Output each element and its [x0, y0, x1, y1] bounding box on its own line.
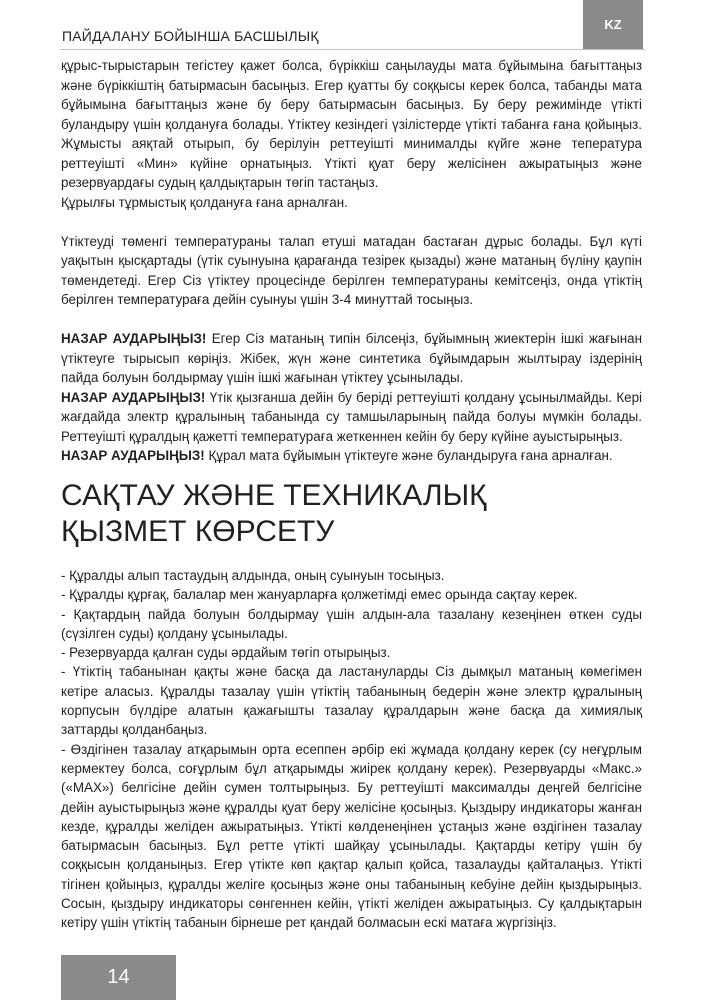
page-number-badge: 14 — [61, 955, 176, 1000]
paragraph-gap — [61, 212, 642, 232]
list-item: - Құралды құрғақ, балалар мен жануарларға қолжетімді емес орында сақтау керек. — [61, 587, 578, 603]
language-badge: KZ — [583, 0, 643, 49]
maintenance-list — [61, 566, 642, 933]
list-item: - Үтіктің табанынан қақты және басқа да ластануларды Сіз дымқыл матаның көмегімен кетіре аласыз. Құралды тазалау үшін үтіктің табанының бедерін және электр құралының корпусын бүлдіре алатын қажағышты тазалау құралдарын және басқа да химиялық заттарды қолданбаңыз. — [61, 664, 642, 738]
warning-label: НАЗАР АУДАРЫҢЫЗ! — [61, 331, 207, 346]
list-item: - Өздігінен тазалау атқарымын орта есеппен әрбір екі жұмада қолдану керек (су неғұрлым кермектеу болса, соғұрлым бұл атқарымды жиірек қолдану керек). Резервуарды «Макс.» («MAX») белгісіне дейін сумен толтырыңыз. Бу реттеуішті максималды деңгей белгісіне дейін ауыстырыңыз және құралды қуат беру желісіне қосыңыз. Қыздыру индикаторы жанған кезде, құралды желіден ажыратыңыз. Үтікті көлденеңінен ұстаңыз және өздігінен тазалау батырмасын басыңыз. Бұл ретте үтікті шайқау ұсынылады. Қақтарды кетіру үшін бу соққысын қолданыңыз. Егер үтікте көп қақтар қалып қойса, тазалауды қайталаңыз. Үтікті тігінен қойыңыз, құралды желіге қосыңыз және оны табанының кебуіне дейін қыздырыңыз. Сосын, қыздыру индикаторы сөнгеннен кейін, үтікті желіден ажыратыңыз. Су қалдықтарын кетіру үшін үтіктің табанын бірнеше рет қандай болмасын ескі матаға жүргізіңіз. — [61, 741, 642, 931]
warning-label: НАЗАР АУДАРЫҢЫЗ! — [61, 448, 205, 463]
header-divider — [60, 49, 645, 50]
list-item: - Құралды алып тастаудың алдында, оның суынуын тосыңыз. — [61, 568, 445, 583]
warning-text: Құрал мата бұйымын үтіктеуге және буландыруға ғана арналған. — [204, 448, 613, 463]
warning-label: НАЗАР АУДАРЫҢЫЗ! — [61, 389, 206, 405]
section-heading-line-1: САҚТАУ ЖӘНЕ ТЕХНИКАЛЫҚ — [61, 479, 487, 512]
warning-paragraph-1 — [61, 329, 642, 388]
running-header-title: ПАЙДАЛАНУ БОЙЫНША БАСШЫЛЫҚ — [62, 28, 319, 44]
section-heading — [61, 478, 642, 550]
warning-paragraph-2 — [61, 388, 642, 447]
intro-paragraph-1: құрыс-тырыстарын тегістеу қажет болса, бүріккіш саңылауды мата бұйымына бағыттаңыз және бүріккіштің батырмасын басыңыз. Егер қуатты бу соққысы керек болса, табанды мата бұйымына бағыттаңыз және бу беру батырмасын басыңыз. Бу беру режимінде үтікті буландыру үшін қолдануға болады. Үтіктеу кезіндегі үзілістерде үтікті табанға ғана қойыңыз. Жұмысты аяқтай отырып, бу берілуін реттеуішті минималды күйге және тепература реттеуішті «Мин» күйіне орнатыңыз. Үтікті қуат беру желісінен ажыратыңыз және резервуардағы судың қалдықтарын төгіп тастаңыз. — [61, 58, 642, 190]
warning-paragraph-3 — [61, 446, 642, 466]
intro-text-block — [61, 56, 642, 466]
list-item: - Резервуарда қалған суды әрдайым төгіп отырыңыз. — [61, 645, 391, 661]
intro-paragraph-2: Құрылғы тұрмыстық қолдануға ғана арналған. — [61, 194, 348, 210]
section-heading-line-2: ҚЫЗМЕТ КӨРСЕТУ — [61, 515, 335, 548]
warning-text: Үтік қызғанша дейін бу беріді реттеуішті қолдану ұсынылмайды. Кері жағдайда электр құралының табанында су тамшыларының пайда болуы мүмкін болады. Реттеуішті құралдың қажетті температураға жеткеннен кейін бу беру күйіне ауыстырыңыз. — [61, 389, 642, 444]
warning-text: Егер Сіз матаның типін білсеңіз, бұйымның жиектерін ішкі жағынан үтіктеуге тырысып көріңіз. Жібек, жүн және синтетика бұйымдарын жылтырау іздерінің пайда болуын болдырмау үшін ішкі жағынан үтіктеу ұсынылады. — [61, 331, 642, 385]
paragraph-gap — [61, 310, 642, 330]
list-item: - Қақтардың пайда болуын болдырмау үшін алдын-ала тазалану кезеңінен өткен суды (сүзілген суды) қолдану ұсынылады. — [61, 606, 642, 641]
intro-paragraph-3: Үтіктеуді төменгі температураны талап етуші матадан бастаған дұрыс болады. Бұл күті уақытын қысқартады (үтік суынуына қарағанда тезірек қызады) және матаның бүліну қаупін төмендетеді. Егер Сіз үтіктеу процесінде берілген температураны кемітсеңіз, онда үтіктің берілген температураға дейін суынуы үшін 3-4 минуттай тосыңыз. — [61, 233, 642, 307]
